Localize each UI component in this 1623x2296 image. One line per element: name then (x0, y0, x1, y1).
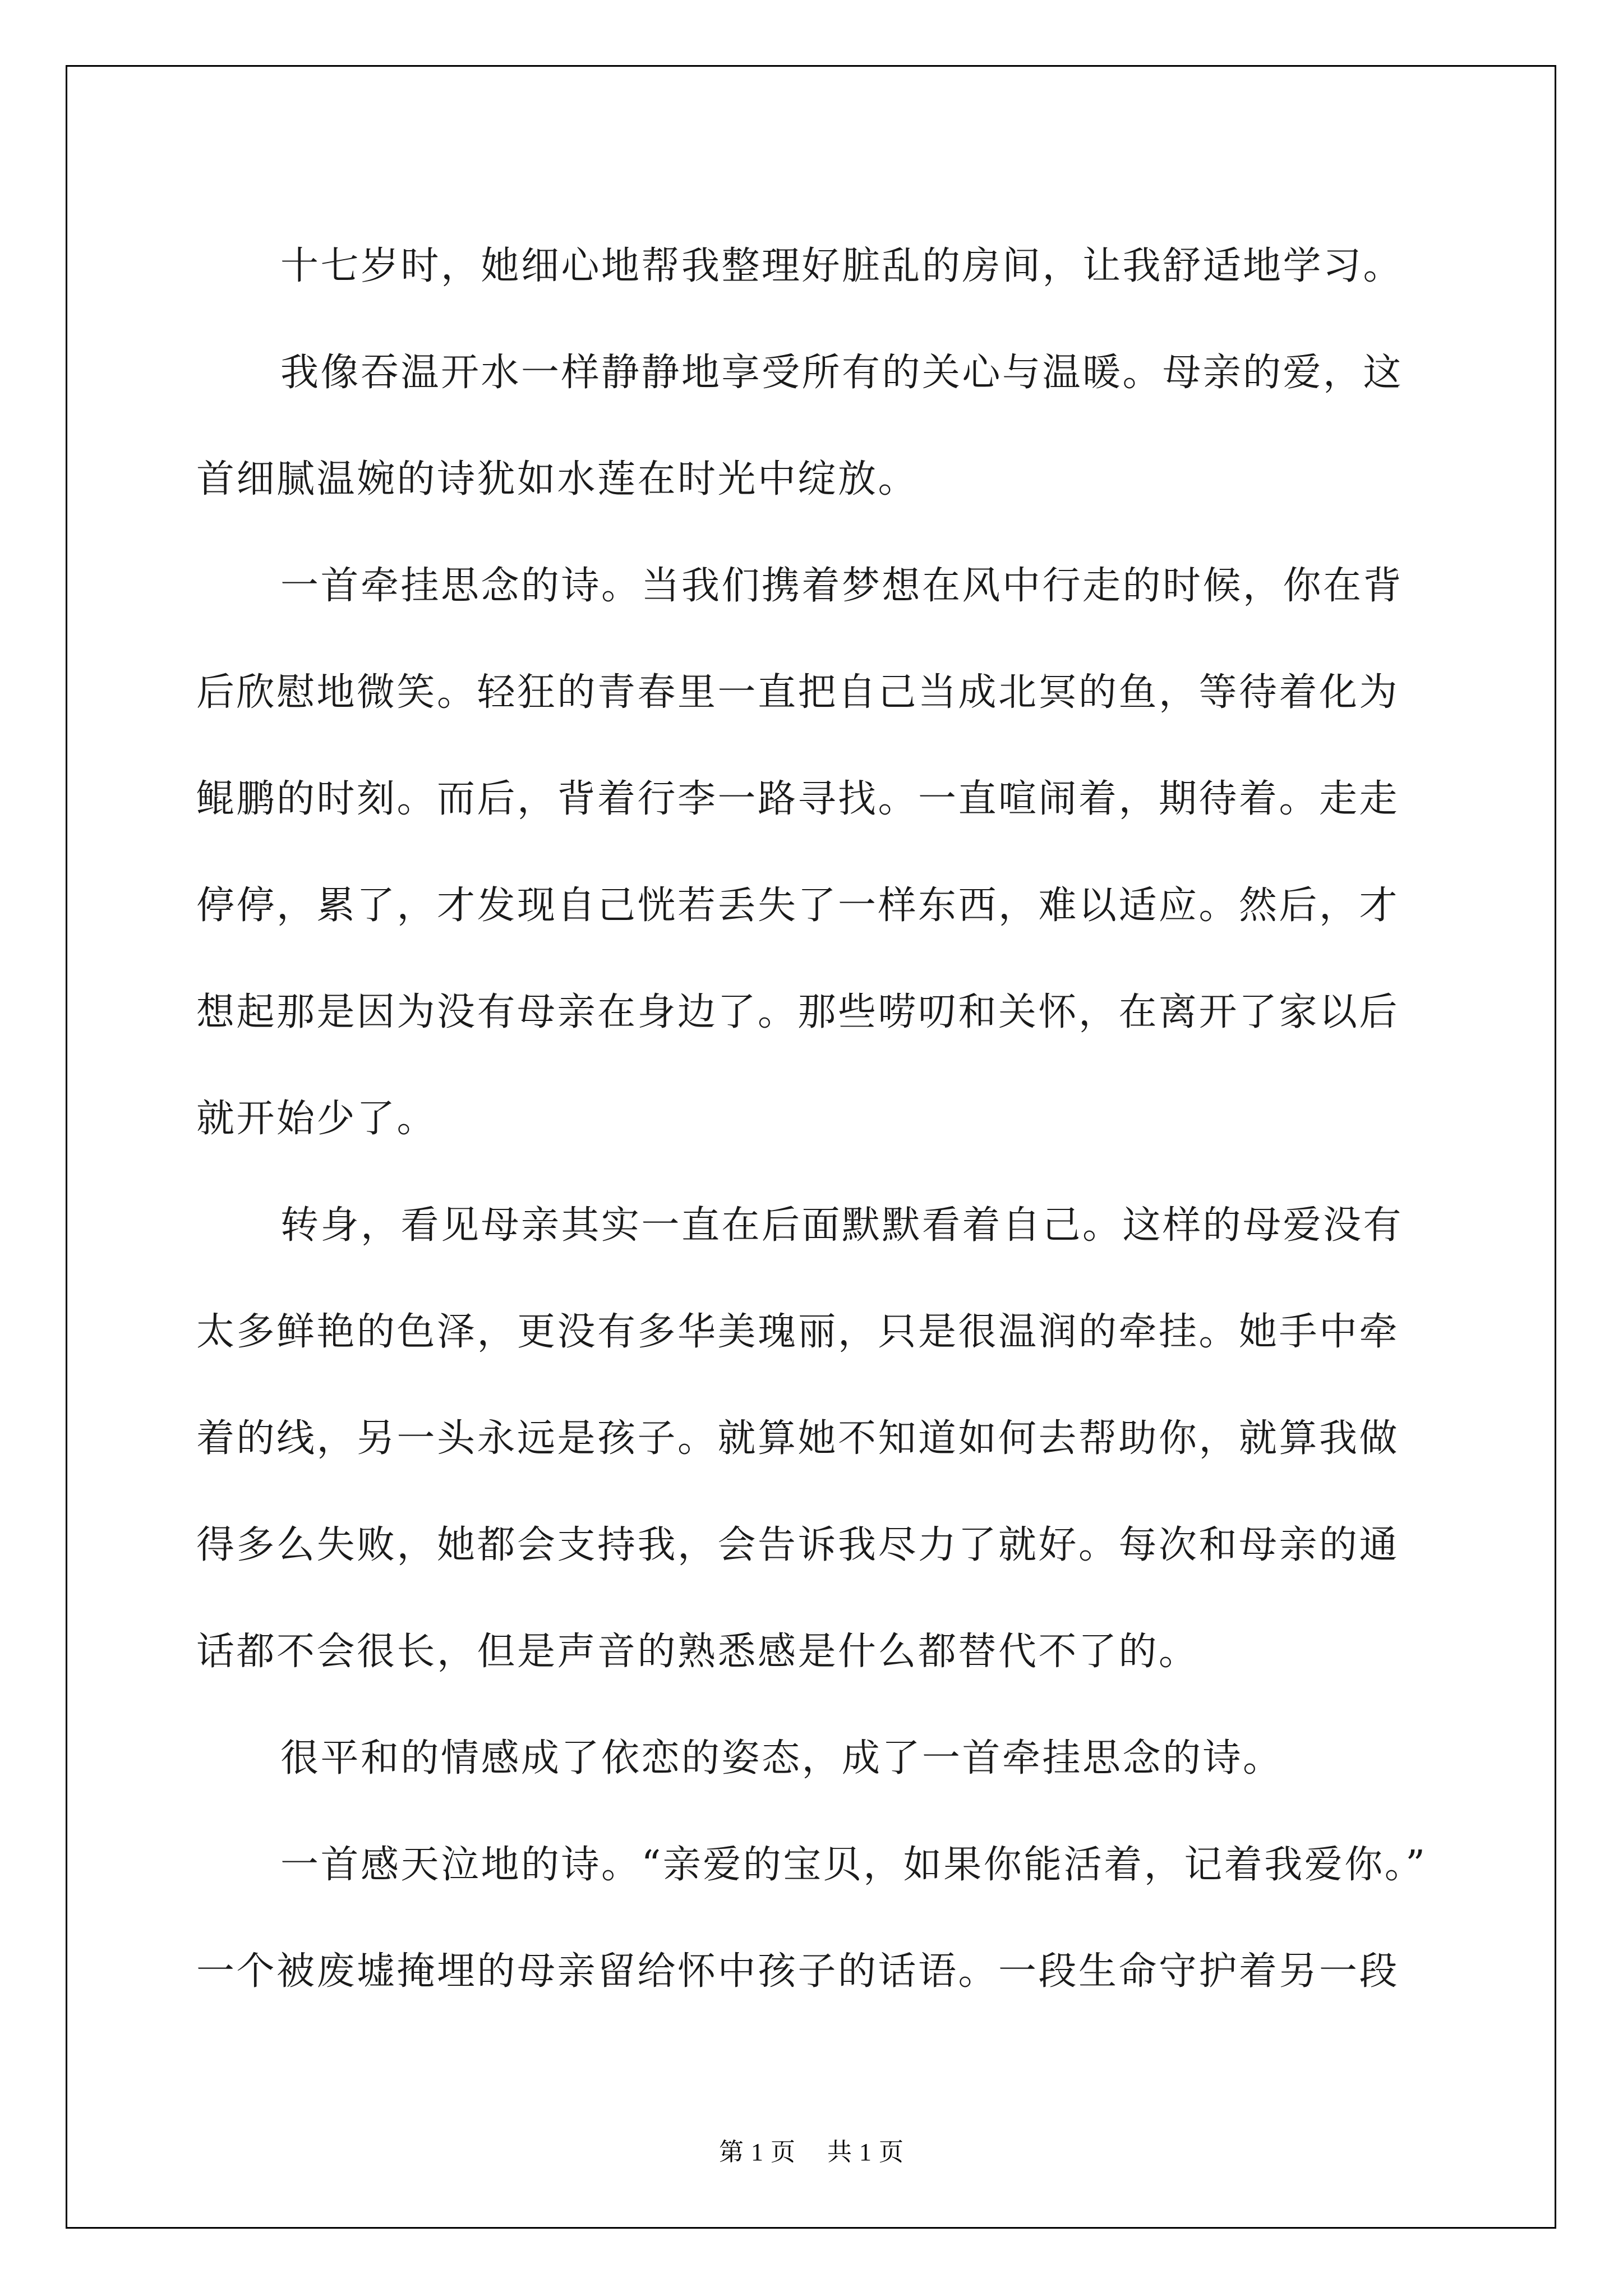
text-line: 停停，累了，才发现自己恍若丢失了一样东西，难以适应。然后，才 (196, 884, 1400, 928)
text-line: 得多么失败，她都会支持我，会告诉我尽力了就好。每次和母亲的通 (196, 1523, 1400, 1567)
document-body (196, 213, 1430, 2025)
text-line: 想起那是因为没有母亲在身边了。那些唠叨和关怀，在离开了家以后 (196, 990, 1400, 1034)
text-line: 话都不会很长，但是声音的熟悉感是什么都替代不了的。 (196, 1630, 1199, 1674)
text-line: 首细腻温婉的诗犹如水莲在时光中绽放。 (196, 457, 919, 501)
text-line: 一首感天泣地的诗。“亲爱的宝贝，如果你能活着，记着我爱你。” (280, 1843, 1427, 1887)
page-number: 第 1 页 (719, 2138, 796, 2166)
text-line: 鲲鹏的时刻。而后，背着行李一路寻找。一直喧闹着，期待着。走走 (196, 777, 1400, 821)
text-line: 我像吞温开水一样静静地享受所有的关心与温暖。母亲的爱，这 (280, 351, 1404, 395)
page-footer (0, 2132, 1623, 2168)
page-total: 共 1 页 (827, 2138, 904, 2166)
text-line: 转身，看见母亲其实一直在后面默默看着自己。这样的母爱没有 (280, 1203, 1404, 1248)
text-line: 就开始少了。 (196, 1097, 437, 1141)
text-line: 一个被废墟掩埋的母亲留给怀中孩子的话语。一段生命守护着另一段 (196, 1949, 1400, 1994)
text-line: 太多鲜艳的色泽，更没有多华美瑰丽，只是很温润的牵挂。她手中牵 (196, 1310, 1400, 1354)
text-line: 着的线，另一头永远是孩子。就算她不知道如何去帮助你，就算我做 (196, 1416, 1400, 1461)
text-line: 一首牵挂思念的诗。当我们携着梦想在风中行走的时候，你在背 (280, 564, 1404, 608)
text-line: 后欣慰地微笑。轻狂的青春里一直把自己当成北冥的鱼，等待着化为 (196, 670, 1400, 715)
text-line: 很平和的情感成了依恋的姿态，成了一首牵挂思念的诗。 (280, 1736, 1283, 1780)
text-line: 十七岁时，她细心地帮我整理好脏乱的房间，让我舒适地学习。 (280, 244, 1404, 288)
